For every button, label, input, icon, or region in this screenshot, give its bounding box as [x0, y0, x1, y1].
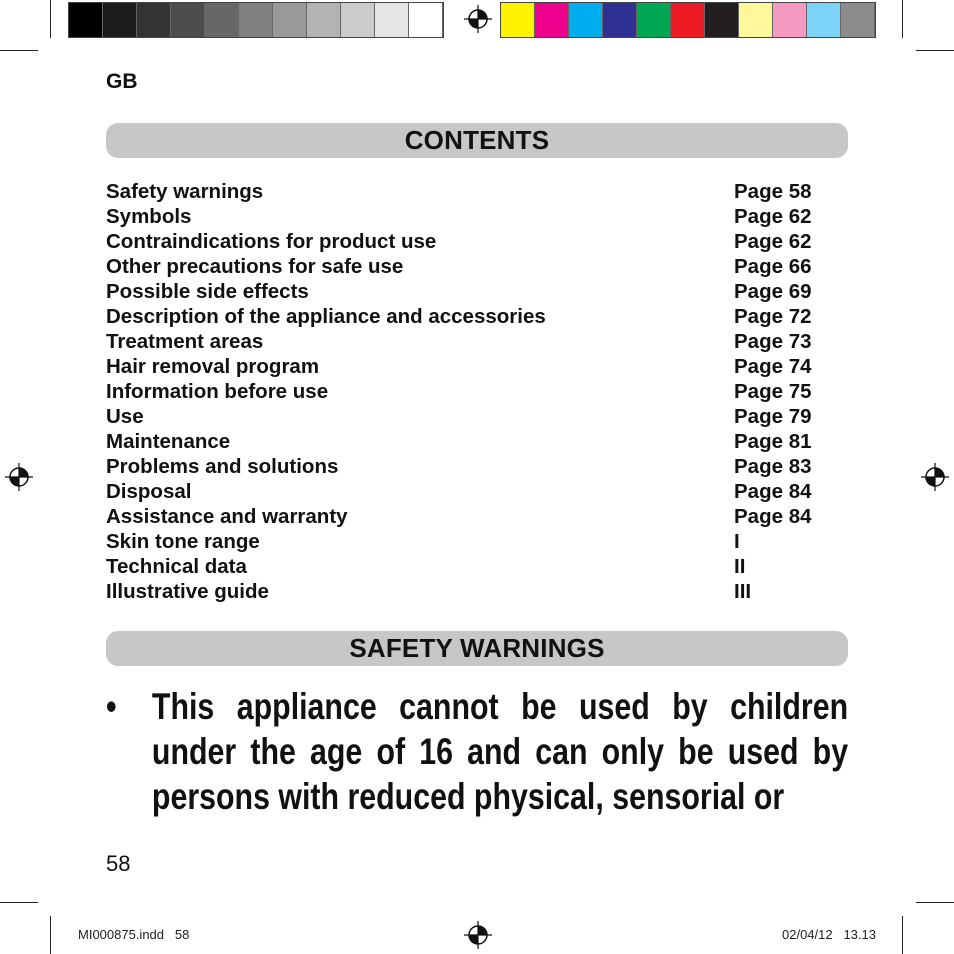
toc-row: [106, 554, 820, 579]
toc-row: [106, 454, 820, 479]
date-slug: 02/04/12 13.13: [782, 927, 876, 942]
color-swatch: [739, 3, 773, 37]
toc-entry-page: I: [734, 530, 740, 553]
color-swatch: [239, 3, 273, 37]
toc-entry-label: Skin tone range: [106, 530, 260, 553]
toc-entry-page: Page 84: [734, 505, 812, 528]
crop-mark-bottom-right-h: [916, 902, 954, 903]
toc-entry-label: Disposal: [106, 480, 192, 503]
registration-mark-icon: [464, 5, 492, 33]
toc-entry-label: Problems and solutions: [106, 455, 339, 478]
toc-entry-page: Page 62: [734, 230, 812, 253]
toc-entry-label: Maintenance: [106, 430, 231, 453]
table-of-contents: [106, 179, 820, 604]
color-swatch: [205, 3, 239, 37]
color-swatch: [307, 3, 341, 37]
language-code: GB: [106, 70, 138, 93]
toc-entry-label: Symbols: [106, 205, 192, 228]
toc-row: [106, 479, 820, 504]
toc-entry-label: Other precautions for safe use: [106, 255, 404, 278]
file-slug: MI000875.indd 58: [78, 927, 190, 942]
registration-mark-icon: [464, 921, 492, 949]
toc-entry-page: III: [734, 580, 752, 603]
toc-entry-label: Illustrative guide: [106, 580, 269, 603]
safety-warning-paragraph: [106, 684, 849, 819]
color-swatch: [501, 3, 535, 37]
toc-entry-page: Page 72: [734, 305, 812, 328]
toc-row: [106, 329, 820, 354]
toc-entry-page: Page 69: [734, 280, 812, 303]
toc-entry-label: Description of the appliance and accessories: [106, 305, 546, 328]
color-swatch: [137, 3, 171, 37]
toc-row: [106, 279, 820, 304]
crop-mark-bottom-right-v: [902, 916, 903, 954]
color-swatch: [637, 3, 671, 37]
crop-mark-top-right-v: [902, 0, 903, 38]
color-swatch: [103, 3, 137, 37]
toc-entry-page: Page 66: [734, 255, 812, 278]
toc-row: [106, 529, 820, 554]
registration-mark-icon: [5, 463, 33, 491]
color-swatch: [273, 3, 307, 37]
toc-row: [106, 579, 820, 604]
toc-entry-page: Page 62: [734, 205, 812, 228]
color-swatch: [773, 3, 807, 37]
toc-entry-label: Possible side effects: [106, 280, 309, 303]
toc-row: [106, 429, 820, 454]
toc-entry-label: Use: [106, 405, 144, 428]
color-calibration-bar: [500, 2, 876, 38]
bullet: •: [106, 686, 117, 727]
color-swatch: [69, 3, 103, 37]
contents-heading: CONTENTS: [106, 123, 848, 158]
toc-entry-page: Page 75: [734, 380, 812, 403]
color-swatch: [671, 3, 705, 37]
toc-entry-page: Page 84: [734, 480, 812, 503]
toc-entry-label: Assistance and warranty: [106, 505, 348, 528]
toc-entry-label: Safety warnings: [106, 180, 264, 203]
toc-entry-label: Treatment areas: [106, 330, 264, 353]
toc-entry-page: II: [734, 555, 746, 578]
toc-row: [106, 379, 820, 404]
toc-entry-page: Page 81: [734, 430, 812, 453]
toc-entry-label: Hair removal program: [106, 355, 320, 378]
toc-entry-page: Page 74: [734, 355, 812, 378]
toc-entry-label: Information before use: [106, 380, 329, 403]
toc-row: [106, 504, 820, 529]
page-number: 58: [106, 851, 131, 876]
color-swatch: [409, 3, 443, 37]
toc-entry-page: Page 83: [734, 455, 812, 478]
toc-row: [106, 354, 820, 379]
safety-warnings-heading: SAFETY WARNINGS: [106, 631, 848, 666]
safety-warning-text: This appliance cannot be used by children under the age of 16 and can only be used by persons with reduced physical, sensorial or: [151, 686, 849, 817]
toc-row: [106, 404, 820, 429]
crop-mark-top-left-h: [0, 50, 38, 51]
crop-mark-bottom-left-v: [50, 916, 51, 954]
toc-entry-page: Page 73: [734, 330, 812, 353]
toc-entry-label: Technical data: [106, 555, 247, 578]
color-swatch: [705, 3, 739, 37]
crop-mark-top-left-v: [50, 0, 51, 38]
color-swatch: [569, 3, 603, 37]
crop-mark-bottom-left-h: [0, 902, 38, 903]
toc-row: [106, 254, 820, 279]
toc-entry-page: Page 58: [734, 180, 812, 203]
color-swatch: [603, 3, 637, 37]
crop-mark-top-right-h: [916, 50, 954, 51]
color-swatch: [535, 3, 569, 37]
toc-row: [106, 229, 820, 254]
toc-row: [106, 204, 820, 229]
color-swatch: [341, 3, 375, 37]
toc-entry-label: Contraindications for product use: [106, 230, 437, 253]
color-swatch: [807, 3, 841, 37]
color-swatch: [171, 3, 205, 37]
grayscale-calibration-bar: [68, 2, 444, 38]
registration-mark-icon: [921, 463, 949, 491]
color-swatch: [375, 3, 409, 37]
toc-row: [106, 179, 820, 204]
toc-row: [106, 304, 820, 329]
color-swatch: [841, 3, 875, 37]
toc-entry-page: Page 79: [734, 405, 812, 428]
